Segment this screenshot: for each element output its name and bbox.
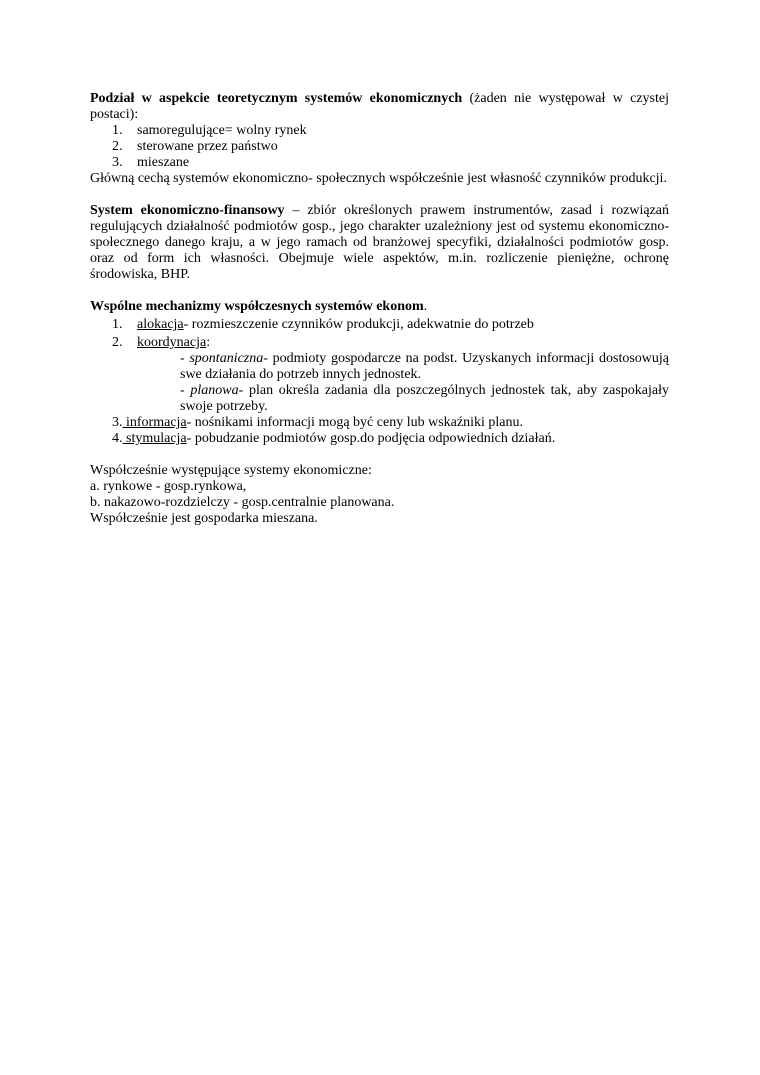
section3-heading-bold: Wspólne mechanizmy współczesnych systemów ekonom [90,299,424,314]
mechanism-term: informacja [122,415,187,430]
list-item [90,335,669,351]
systems-line: Współcześnie jest gospodarka mieszana. [90,511,318,526]
spacer [90,447,669,463]
section3-heading-end: . [423,299,428,314]
section2-definition: – zbiór określonych prawem instrumentów, zasad i rozwiązań regulujących działalność podmiotów gosp., jego charakter uzależniony jest od systemu ekonomiczno-społecznego danego kraju, a w jego ramach od branżowej specyfiki, działalności podmiotów gosp. oraz od form ich własności. Obejmuje wiele aspektów, m.in. rozliczenie pieniężne, ochronę środowiska, BHP. [90,203,669,282]
section3-heading [90,299,669,315]
list-number: 2. [112,139,123,154]
spacer [90,187,669,203]
section1-heading-bold: Podział w aspekcie teoretycznym systemów ekonomicznych [90,91,463,106]
list-text: sterowane przez państwo [137,139,278,154]
sub-prefix: - [180,351,190,366]
section1-summary: Główną cechą systemów ekonomiczno- społecznych współcześnie jest własność czynników produkcji. [90,171,667,186]
mechanism-term: stymulacja [122,431,187,446]
section2-paragraph [90,203,669,283]
list-number: 1. [112,317,123,332]
systems-line: b. nakazowo-rozdzielczy - gosp.centralnie planowana. [90,495,395,510]
list-number: 3. [112,415,123,430]
coordination-sub-item [180,351,669,383]
mechanism-term: koordynacja [137,335,207,350]
section3-list [90,317,669,351]
list-text: samoregulujące= wolny rynek [137,123,307,138]
sub-text: - plan określa zadania dla poszczególnych jednostek tak, aby zaspokajały swoje potrzeby. [180,383,669,414]
list-item [90,431,669,447]
mechanism-text: : [206,335,211,350]
list-item [90,415,669,431]
systems-line: a. rynkowe - gosp.rynkowa, [90,479,247,494]
systems-line: Współcześnie występujące systemy ekonomiczne: [90,463,372,478]
list-number: 1. [112,123,123,138]
list-item [90,155,669,171]
coordination-sub-item [180,383,669,415]
document-body [90,91,669,527]
mechanism-text: - pobudzanie podmiotów gosp.do podjęcia odpowiednich działań. [186,431,556,446]
list-text: mieszane [137,155,190,170]
list-item [90,123,669,139]
list-item [90,317,669,333]
sub-text: - podmioty gospodarcze na podst. Uzyskanych informacji dostosowują swe działania do potrzeb innych jednostek. [180,351,669,382]
sub-term: spontaniczna [189,351,264,366]
mechanism-text: - rozmieszczenie czynników produkcji, adekwatnie do potrzeb [183,317,534,332]
sub-prefix: - [180,383,191,398]
section1-list [90,123,669,171]
list-number: 2. [112,335,123,350]
list-item [90,139,669,155]
list-number: 4. [112,431,123,446]
section1-heading-rest: (żaden nie występował w czystej postaci): [90,91,669,122]
mechanism-term: alokacja [137,317,184,332]
section1-heading [90,91,669,123]
spacer [90,283,669,299]
list-number: 3. [112,155,123,170]
mechanism-text: - nośnikami informacji mogą być ceny lub wskaźniki planu. [186,415,523,430]
section2-term: System ekonomiczno-finansowy [90,203,285,218]
sub-term: planowa [190,383,239,398]
